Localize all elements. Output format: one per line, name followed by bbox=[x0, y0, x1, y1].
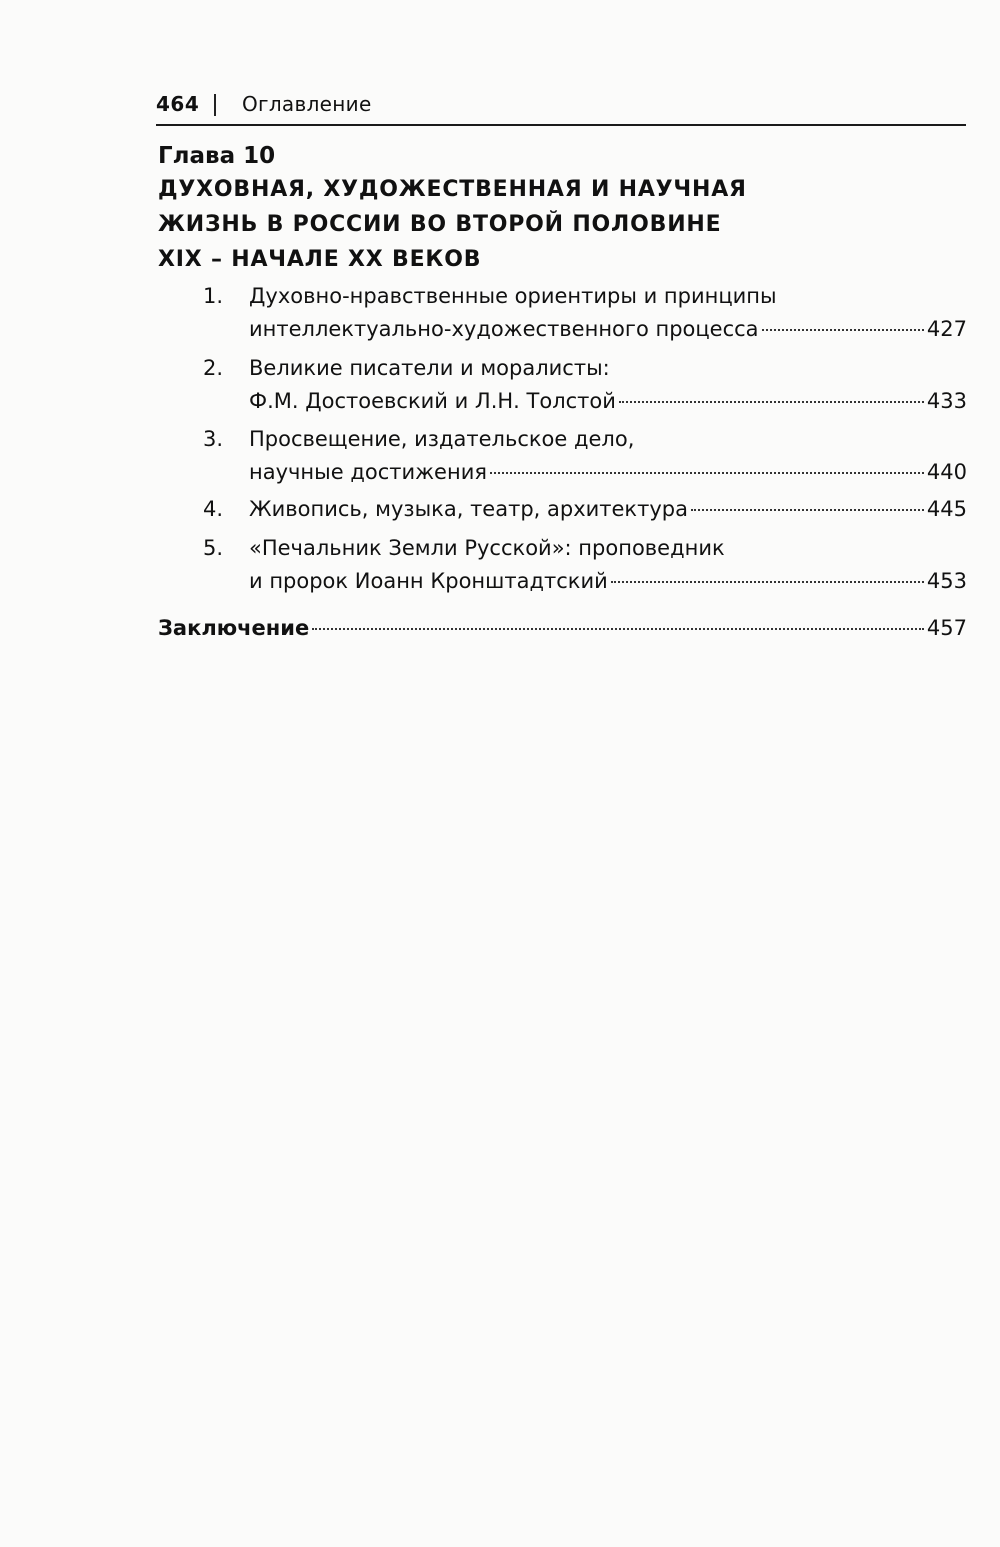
toc-entry-number: 5. bbox=[203, 536, 224, 560]
toc-entry-title-line2: научные достижения bbox=[249, 460, 487, 484]
dot-leader bbox=[490, 472, 924, 474]
toc-entry-title-line2: интеллектуально-художественного процесса bbox=[249, 317, 759, 341]
dot-leader bbox=[691, 509, 924, 511]
toc-entry-title-line1: Просвещение, издательское дело, bbox=[249, 427, 635, 451]
toc-entry-row bbox=[249, 456, 967, 489]
toc-entry-title-line2: Ф.М. Достоевский и Л.Н. Толстой bbox=[249, 389, 616, 413]
dot-leader bbox=[619, 401, 924, 403]
conclusion-page: 457 bbox=[926, 616, 967, 640]
toc-entry-title-line1: Духовно-нравственные ориентиры и принципы bbox=[249, 284, 777, 308]
chapter-label: Глава 10 bbox=[158, 143, 276, 169]
dot-leader bbox=[611, 581, 924, 583]
toc-entry-number: 3. bbox=[203, 427, 224, 451]
toc-entry-row bbox=[249, 565, 967, 598]
conclusion-label: Заключение bbox=[158, 616, 310, 640]
page-number: 464 bbox=[156, 92, 200, 116]
toc-entry-number: 4. bbox=[203, 497, 224, 521]
toc-entry-page: 453 bbox=[926, 569, 967, 593]
toc-entry-row bbox=[249, 493, 967, 526]
toc-entry-number: 1. bbox=[203, 284, 224, 308]
dot-leader bbox=[312, 628, 924, 630]
toc-entry-title-line2: и пророк Иоанн Кронштадтский bbox=[249, 569, 608, 593]
toc-entry-page: 433 bbox=[926, 389, 967, 413]
dot-leader bbox=[762, 329, 924, 331]
toc-entry-title-line1: Великие писатели и моралисты: bbox=[249, 356, 610, 380]
toc-entry-row bbox=[249, 313, 967, 346]
toc-entry-page: 445 bbox=[926, 497, 967, 521]
toc-conclusion-entry[interactable] bbox=[158, 612, 967, 645]
running-header-title: Оглавление bbox=[242, 92, 372, 116]
chapter-title: ДУХОВНАЯ, ХУДОЖЕСТВЕННАЯ И НАУЧНАЯ ЖИЗНЬ В РОССИИ ВО ВТОРОЙ ПОЛОВИНЕ XIX – НАЧАЛЕ XX ВЕКОВ bbox=[158, 177, 747, 272]
toc-entry-number: 2. bbox=[203, 356, 224, 380]
page-header bbox=[156, 90, 966, 126]
toc-entry-page: 427 bbox=[926, 317, 967, 341]
toc-entry-title-line1: «Печальник Земли Русской»: проповедник bbox=[249, 536, 725, 560]
toc-entry-title: Живопись, музыка, театр, архитектура bbox=[249, 497, 688, 521]
toc-entry-page: 440 bbox=[926, 460, 967, 484]
toc-entry-row bbox=[249, 385, 967, 418]
header-separator bbox=[214, 94, 216, 116]
